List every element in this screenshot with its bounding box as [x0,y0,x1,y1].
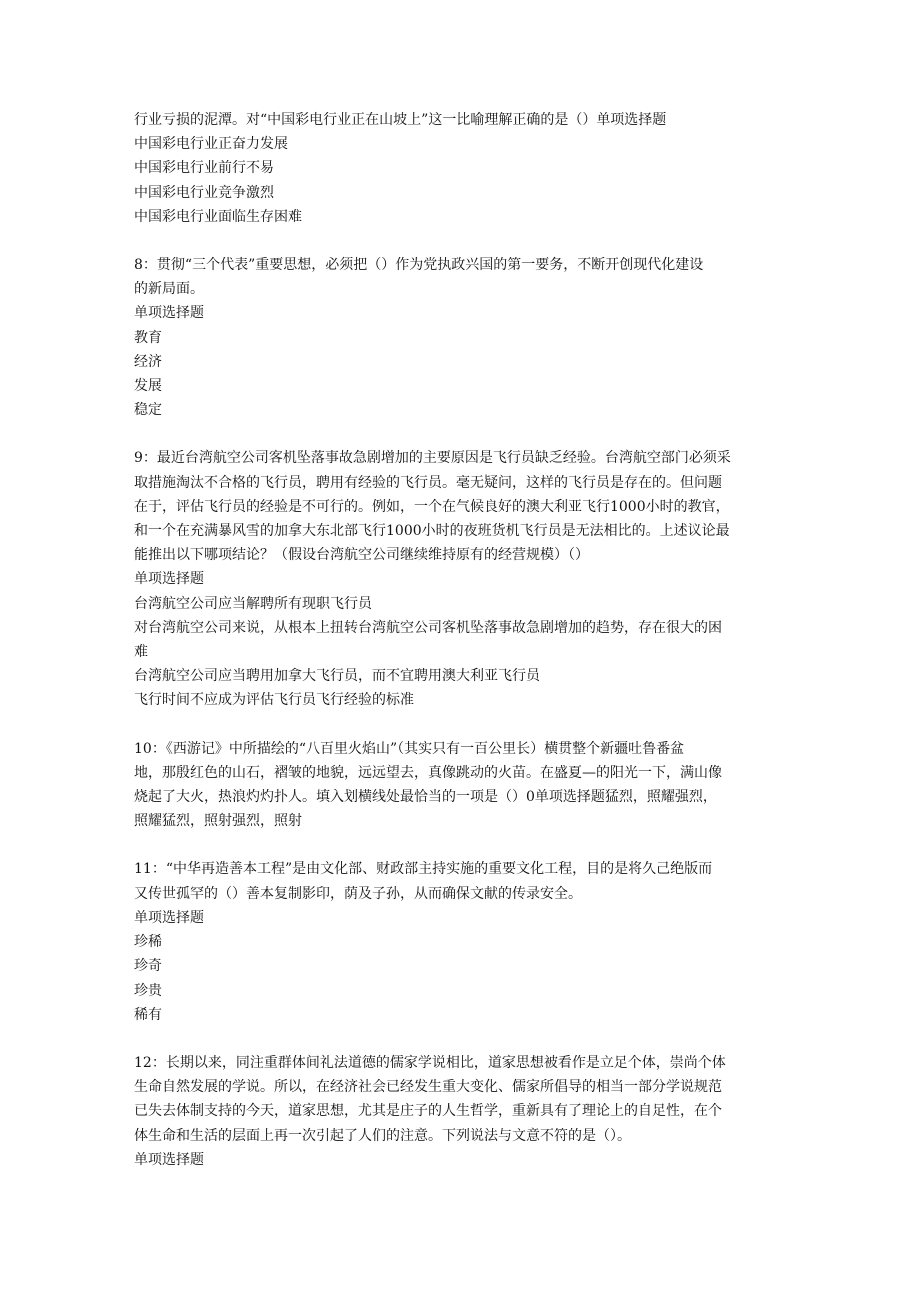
question-9-stem-line-4: 和一个在充满暴风雪的加拿大东北部飞行1000小时的夜班货机飞行员是无法相比的。上述议论最 [134,523,730,540]
question-10 [134,737,794,834]
spacer [134,229,794,253]
question-12-type: 单项选择题 [134,1151,204,1168]
question-8-stem-line-1: 8：贯彻“三个代表”重要思想，必须把（）作为党执政兴国的第一要务，不断开创现代化建设 [134,257,704,274]
question-10-stem-line-1: 10：《西游记》中所描绘的“八百里火焰山”（其实只有一百公里长）横贯整个新疆吐鲁番盆 [134,740,685,757]
question-11-option-c: 珍贵 [134,982,162,999]
question-10-stem-line-2: 地，那殷红色的山石，褶皱的地貌，远远望去，真像跳动的火苗。在盛夏—的阳光一下，满山像 [134,764,722,781]
spacer [134,1027,794,1051]
question-9-option-b-line-2: 难 [134,644,148,661]
spacer [134,422,794,446]
question-8-type: 单项选择题 [134,305,204,322]
question-12-stem-line-3: 已失去体制支持的今天，道家思想，尤其是庄子的人生哲学，重新具有了理论上的自足性，在个 [134,1103,722,1120]
question-7-option-d: 中国彩电行业面临生存困难 [134,208,302,225]
question-12-stem-line-4: 体生命和生活的层面上再一次引起了人们的注意。下列说法与文意不符的是（）。 [134,1127,631,1144]
question-8-option-d: 稳定 [134,402,162,419]
spacer [134,713,794,737]
question-9-option-d: 飞行时间不应成为评估飞行员飞行经验的标准 [134,692,414,709]
question-9-stem-line-2: 取措施淘汰不合格的飞行员，聘用有经验的飞行员。毫无疑问，这样的飞行员是存在的。但问题 [134,474,722,491]
question-11 [134,857,794,1026]
question-7-stem: 行业亏损的泥潭。对“中国彩电行业正在山坡上”这一比喻理解正确的是（）单项选择题 [134,112,667,128]
spacer [134,833,794,857]
question-12-stem-line-2: 生命自然发展的学说。所以，在经济社会已经发生重大变化、儒家所倡导的相当一部分学说规范 [134,1079,722,1096]
question-10-stem-line-3: 烧起了大火，热浪灼灼扑人。填入划横线处最恰当的一项是（）0单项选择题猛烈，照耀强烈， [134,789,717,806]
question-9-stem-line-3: 在于，评估飞行员的经验是不可行的。例如，一个在气候良好的澳大利亚飞行1000小时的教官， [134,498,730,515]
question-11-stem-line-1: 11：“中华再造善本工程”是由文化部、财政部主持实施的重要文化工程，目的是将久己绝版而 [134,861,713,878]
question-7-option-b: 中国彩电行业前行不易 [134,160,274,177]
question-7-option-a: 中国彩电行业正奋力发展 [134,136,288,153]
question-12 [134,1051,794,1172]
question-7 [134,108,794,229]
question-11-option-b: 珍奇 [134,958,162,975]
question-8 [134,253,794,422]
question-11-type: 单项选择题 [134,909,204,926]
question-9-option-c: 台湾航空公司应当聘用加拿大飞行员，而不宜聘用澳大利亚飞行员 [134,668,540,685]
question-8-option-a: 教育 [134,329,162,346]
question-11-option-d: 稀有 [134,1006,162,1023]
question-10-stem-line-4: 照耀猛烈，照射强烈，照射 [134,813,302,830]
question-9-type: 单项选择题 [134,571,204,588]
question-9-stem-line-5: 能推出以下哪项结论？（假设台湾航空公司继续维持原有的经营规模）（） [134,547,589,564]
document-page [134,108,794,1172]
question-8-option-c: 发展 [134,378,162,395]
question-11-stem-line-2: 又传世孤罕的（）善本复制影印，荫及子孙，从而确保文献的传录安全。 [134,885,582,902]
question-9-option-a: 台湾航空公司应当解聘所有现职飞行员 [134,595,372,612]
question-7-option-c: 中国彩电行业竞争激烈 [134,184,274,201]
question-11-option-a: 珍稀 [134,934,162,951]
question-12-stem-line-1: 12：长期以来，同注重群体间礼法道德的儒家学说相比，道家思想被看作是立足个体，崇尚个体 [134,1054,726,1071]
question-8-option-b: 经济 [134,353,162,370]
question-8-stem-line-2: 的新局面。 [134,281,204,298]
question-9-stem-line-1: 9：最近台湾航空公司客机坠落事故急剧增加的主要原因是飞行员缺乏经验。台湾航空部门必须采 [134,450,731,467]
question-9 [134,446,794,712]
question-9-option-b-line-1: 对台湾航空公司来说，从根本上扭转台湾航空公司客机坠落事故急剧增加的趋势，存在很大的困 [134,619,722,636]
